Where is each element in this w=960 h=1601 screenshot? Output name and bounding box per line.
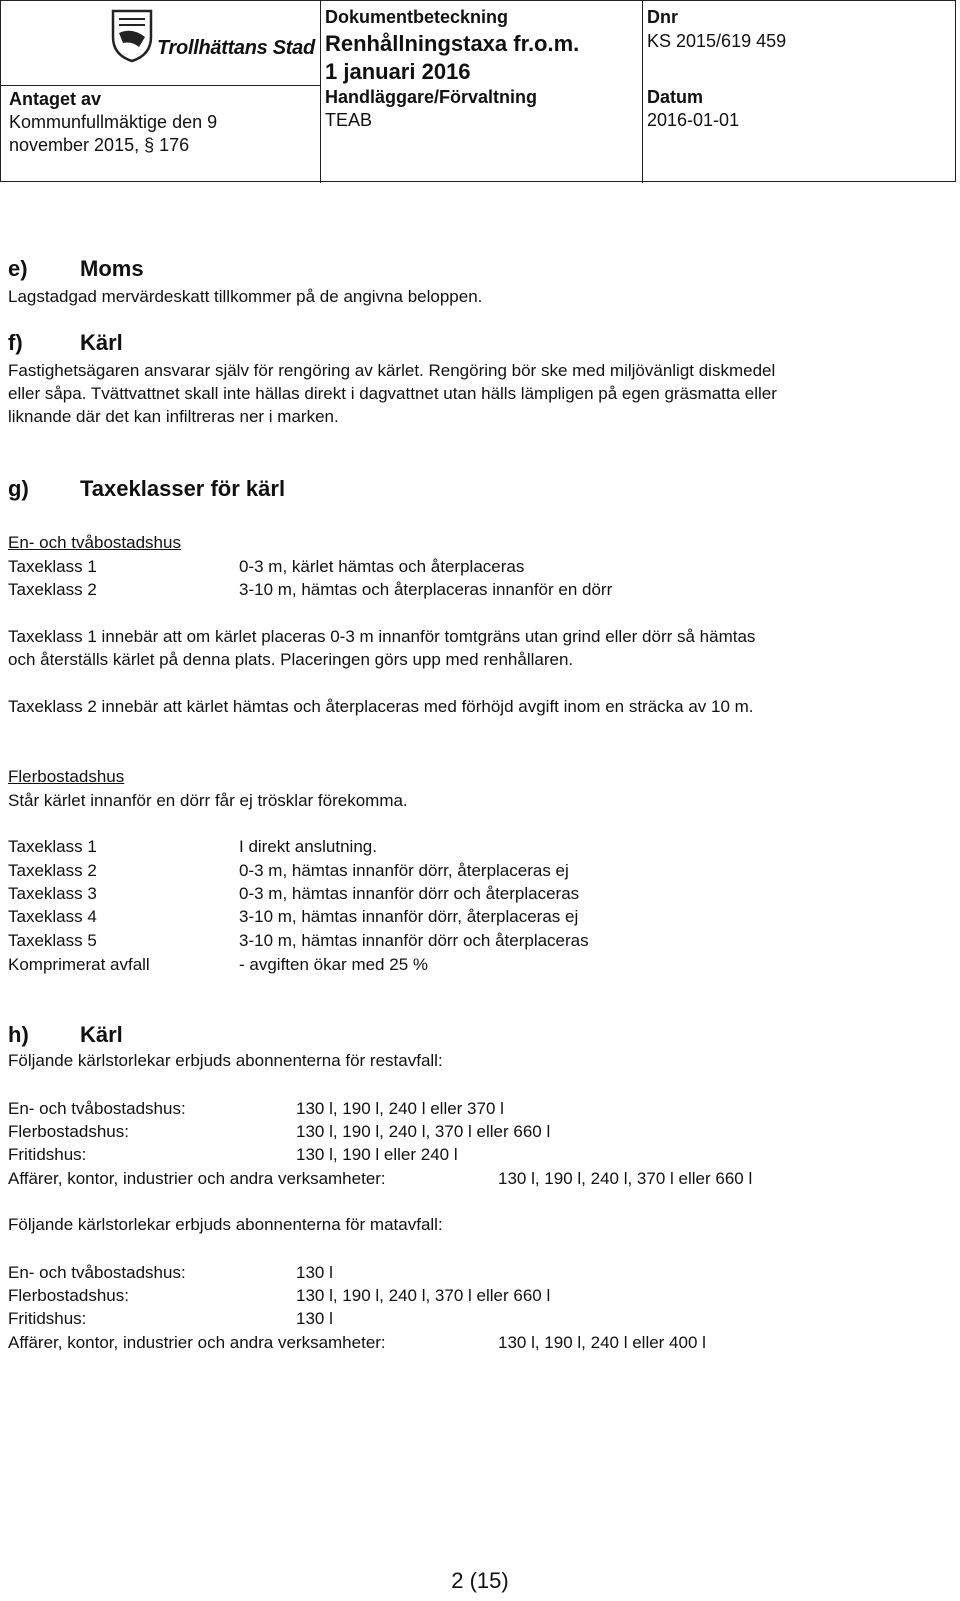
section-f-line2: eller såpa. Tvättvattnet skall inte hällas direkt i dagvattnet utan hälls lämpligen på egen gräsmatta eller xyxy=(8,384,777,403)
logo-text: Trollhättans Stad xyxy=(157,37,315,59)
document-header xyxy=(0,0,956,182)
bin-row-key: Affärer, kontor, industrier och andra verksamheter: xyxy=(8,1169,386,1188)
section-e-title: Moms xyxy=(80,256,144,281)
bin-row-key: Affärer, kontor, industrier och andra verksamheter: xyxy=(8,1333,386,1352)
header-col-reference xyxy=(643,1,957,183)
bin-row-value: 130 l, 190 l, 240 l, 370 l eller 660 l xyxy=(296,1122,551,1141)
bin-row-key: Flerbostadshus: xyxy=(8,1286,129,1305)
section-h-intro-matavfall: Följande kärlstorlekar erbjuds abonnenterna för matavfall: xyxy=(8,1215,443,1234)
section-f-line3: liknande där det kan infiltreras ner i marken. xyxy=(8,407,339,426)
section-h-intro-restavfall: Följande kärlstorlekar erbjuds abonnenterna för restavfall: xyxy=(8,1051,443,1070)
bin-row-value: 130 l xyxy=(296,1263,333,1282)
document-title-line1: Renhållningstaxa fr.o.m. xyxy=(325,31,580,56)
section-h-title: Kärl xyxy=(80,1022,123,1047)
antaget-value-line2: november 2015, § 176 xyxy=(9,135,190,155)
bin-row-key: Fritidshus: xyxy=(8,1309,87,1328)
tax-row-key: Taxeklass 2 xyxy=(8,580,97,599)
antaget-label: Antaget av xyxy=(9,89,102,109)
section-f-letter: f) xyxy=(8,330,23,355)
dokumentbeteckning-label: Dokumentbeteckning xyxy=(325,7,509,27)
bin-row-key: En- och tvåbostadshus: xyxy=(8,1099,186,1118)
tax-row-value: 3-10 m, hämtas innanför dörr och återplaceras xyxy=(239,931,589,950)
tax-row-value: - avgiften ökar med 25 % xyxy=(239,955,428,974)
section-g-subhead-flerbostad: Flerbostadshus xyxy=(8,767,125,786)
handlaggare-value: TEAB xyxy=(325,110,373,130)
bin-row-value: 130 l, 190 l, 240 l, 370 l eller 660 l xyxy=(498,1169,753,1188)
header-col-document xyxy=(321,1,643,183)
tax-row-value: 0-3 m, kärlet hämtas och återplaceras xyxy=(239,557,525,576)
tax-row-key: Komprimerat avfall xyxy=(8,955,150,974)
tax-row-key: Taxeklass 1 xyxy=(8,557,97,576)
municipality-logo xyxy=(109,7,319,63)
coat-of-arms-icon xyxy=(109,7,155,63)
tax-row-key: Taxeklass 1 xyxy=(8,837,97,856)
tax-row-key: Taxeklass 4 xyxy=(8,907,97,926)
datum-label: Datum xyxy=(647,87,704,107)
tax-row-key: Taxeklass 5 xyxy=(8,931,97,950)
tax-row-value: 3-10 m, hämtas och återplaceras innanför en dörr xyxy=(239,580,613,599)
tax-row-value: 0-3 m, hämtas innanför dörr och återplaceras xyxy=(239,884,580,903)
bin-row-value: 130 l xyxy=(296,1309,333,1328)
section-e-letter: e) xyxy=(8,256,28,281)
section-g-note: Står kärlet innanför en dörr får ej trösklar förekomma. xyxy=(8,791,408,810)
document-title-line2: 1 januari 2016 xyxy=(325,59,471,84)
section-g-para1-line2: och återställs kärlet på denna plats. Placeringen görs upp med renhållaren. xyxy=(8,650,574,669)
section-g-para2: Taxeklass 2 innebär att kärlet hämtas och återplaceras med förhöjd avgift inom en sträcka av 10 m. xyxy=(8,697,754,716)
section-g-letter: g) xyxy=(8,476,29,501)
bin-row-value: 130 l, 190 l eller 240 l xyxy=(296,1145,458,1164)
tax-row-value: 0-3 m, hämtas innanför dörr, återplaceras ej xyxy=(239,861,569,880)
header-divider xyxy=(1,85,321,86)
section-g-title: Taxeklasser för kärl xyxy=(80,476,286,501)
section-g-para1-line1: Taxeklass 1 innebär att om kärlet placeras 0-3 m innanför tomtgräns utan grind eller dörr så hämtas xyxy=(8,627,756,646)
datum-value: 2016-01-01 xyxy=(647,110,740,130)
tax-row-key: Taxeklass 2 xyxy=(8,861,97,880)
bin-row-key: En- och tvåbostadshus: xyxy=(8,1263,186,1282)
section-f-title: Kärl xyxy=(80,330,123,355)
header-col-issuer xyxy=(1,1,321,183)
handlaggare-label: Handläggare/Förvaltning xyxy=(325,87,538,107)
bin-row-value: 130 l, 190 l, 240 l eller 400 l xyxy=(498,1333,706,1352)
bin-row-value: 130 l, 190 l, 240 l, 370 l eller 660 l xyxy=(296,1286,551,1305)
antaget-value-line1: Kommunfullmäktige den 9 xyxy=(9,112,218,132)
tax-row-key: Taxeklass 3 xyxy=(8,884,97,903)
tax-row-value: 3-10 m, hämtas innanför dörr, återplaceras ej xyxy=(239,907,579,926)
bin-row-key: Flerbostadshus: xyxy=(8,1122,129,1141)
section-f-line1: Fastighetsägaren ansvarar själv för rengöring av kärlet. Rengöring bör ske med miljövänligt diskmedel xyxy=(8,361,776,380)
dnr-value: KS 2015/619 459 xyxy=(647,31,787,51)
section-g-subhead-enbostad: En- och tvåbostadshus xyxy=(8,533,181,552)
bin-row-key: Fritidshus: xyxy=(8,1145,87,1164)
bin-row-value: 130 l, 190 l, 240 l eller 370 l xyxy=(296,1099,504,1118)
section-e-text: Lagstadgad mervärdeskatt tillkommer på de angivna beloppen. xyxy=(8,287,483,306)
dnr-label: Dnr xyxy=(647,7,678,27)
tax-row-value: I direkt anslutning. xyxy=(239,837,377,856)
page-number: 2 (15) xyxy=(451,1568,509,1593)
section-h-letter: h) xyxy=(8,1022,29,1047)
